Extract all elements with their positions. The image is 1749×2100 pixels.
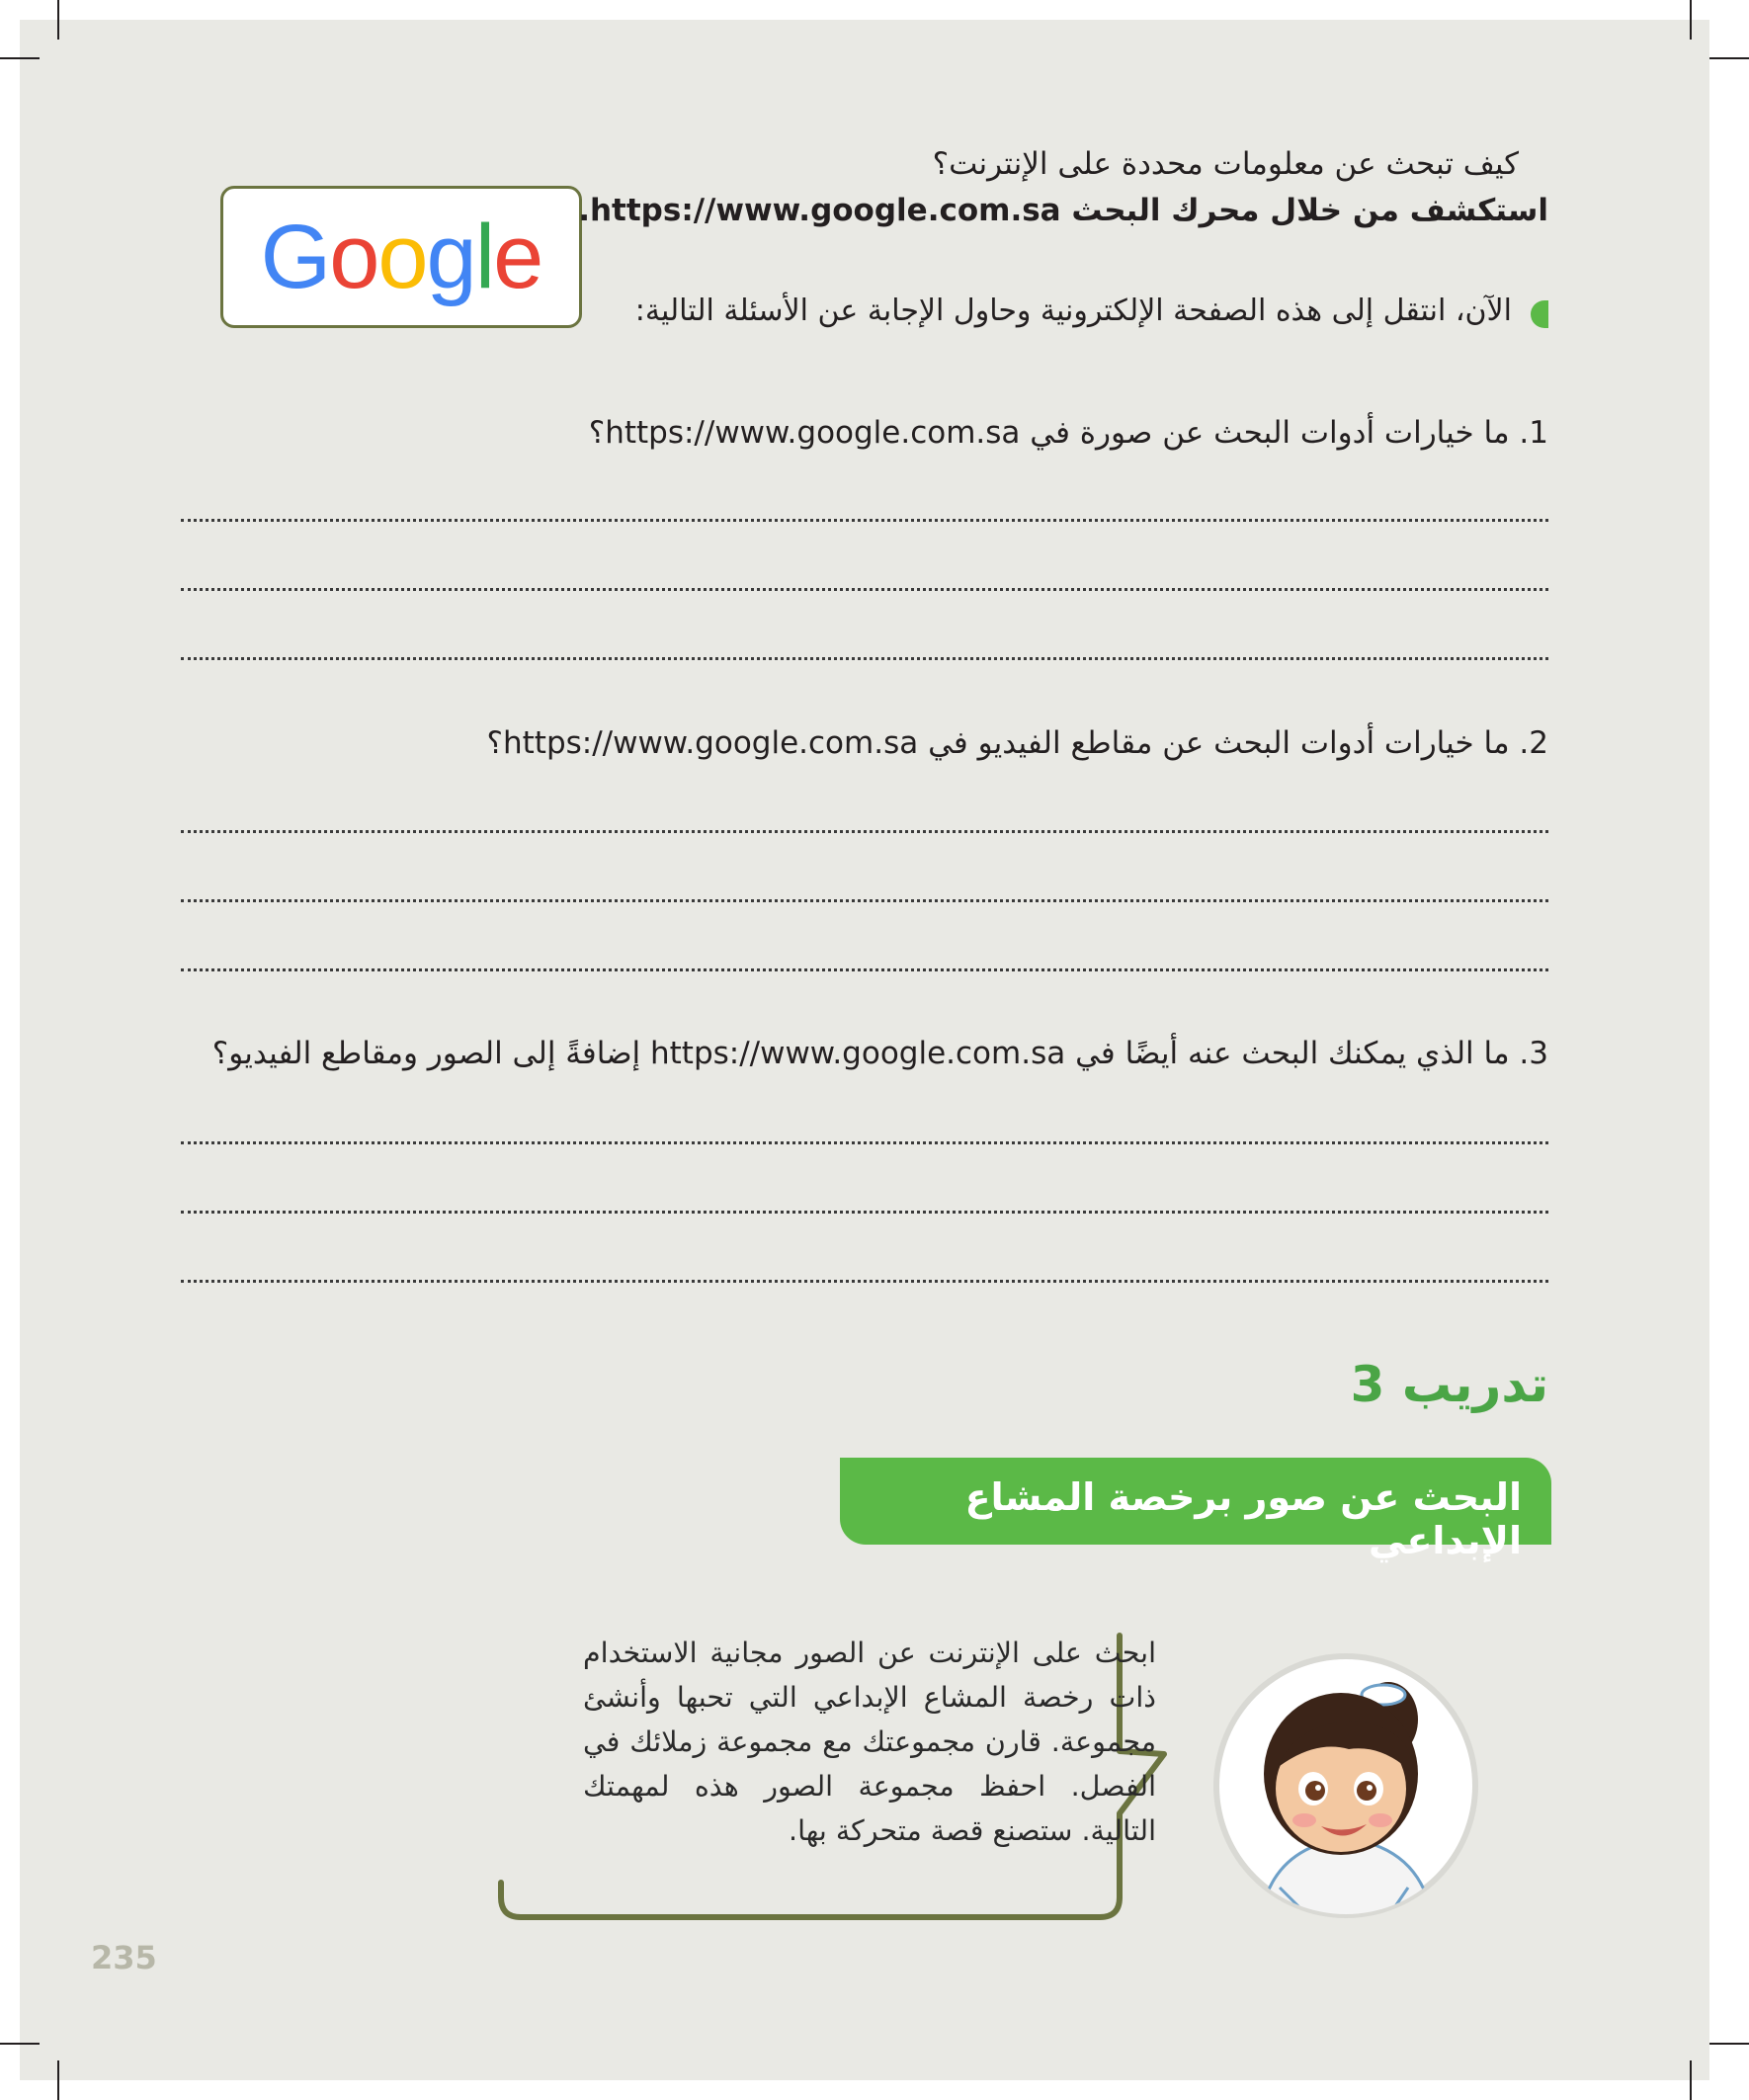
training-title: تدريب 3: [1350, 1356, 1548, 1413]
question-2: 2. ما خيارات أدوات البحث عن مقاطع الفيديو في https://www.google.com.sa؟: [486, 725, 1548, 761]
page-number: 235: [91, 1939, 157, 1976]
logo-letter: e: [493, 206, 542, 307]
logo-letter: o: [329, 206, 378, 307]
girl-avatar: [1210, 1650, 1482, 1922]
intro-question: كيف تبحث عن معلومات محددة على الإنترنت؟: [932, 146, 1519, 182]
logo-letter: g: [426, 206, 475, 307]
question-1: 1. ما خيارات أدوات البحث عن صورة في https://www.google.com.sa؟: [588, 415, 1548, 451]
banner-title: البحث عن صور برخصة المشاع الإبداعي: [964, 1475, 1522, 1562]
logo-letter: l: [474, 206, 494, 307]
question-3: 3. ما الذي يمكنك البحث عنه أيضًا في https://www.google.com.sa إضافةً إلى الصور ومقاطع الفيديو؟: [211, 1036, 1548, 1071]
intro-explore: استكشف من خلال محرك البحث https://www.google.com.sa.: [578, 193, 1548, 228]
activity-note: ابحث على الإنترنت عن الصور مجانية الاستخدام ذات رخصة المشاع الإبداعي التي تحبها وأنشئ مجموعة. قارن مجموعتك مع مجموعة زملائك في الفصل. احفظ مجموعة الصور هذه لمهمتك التالية. ستصنع قصة متحركة بها.: [583, 1637, 1156, 1847]
instruction: الآن، انتقل إلى هذه الصفحة الإلكترونية وحاول الإجابة عن الأسئلة التالية:: [634, 294, 1512, 328]
logo-letter: o: [377, 206, 427, 307]
logo-letter: G: [260, 206, 330, 307]
